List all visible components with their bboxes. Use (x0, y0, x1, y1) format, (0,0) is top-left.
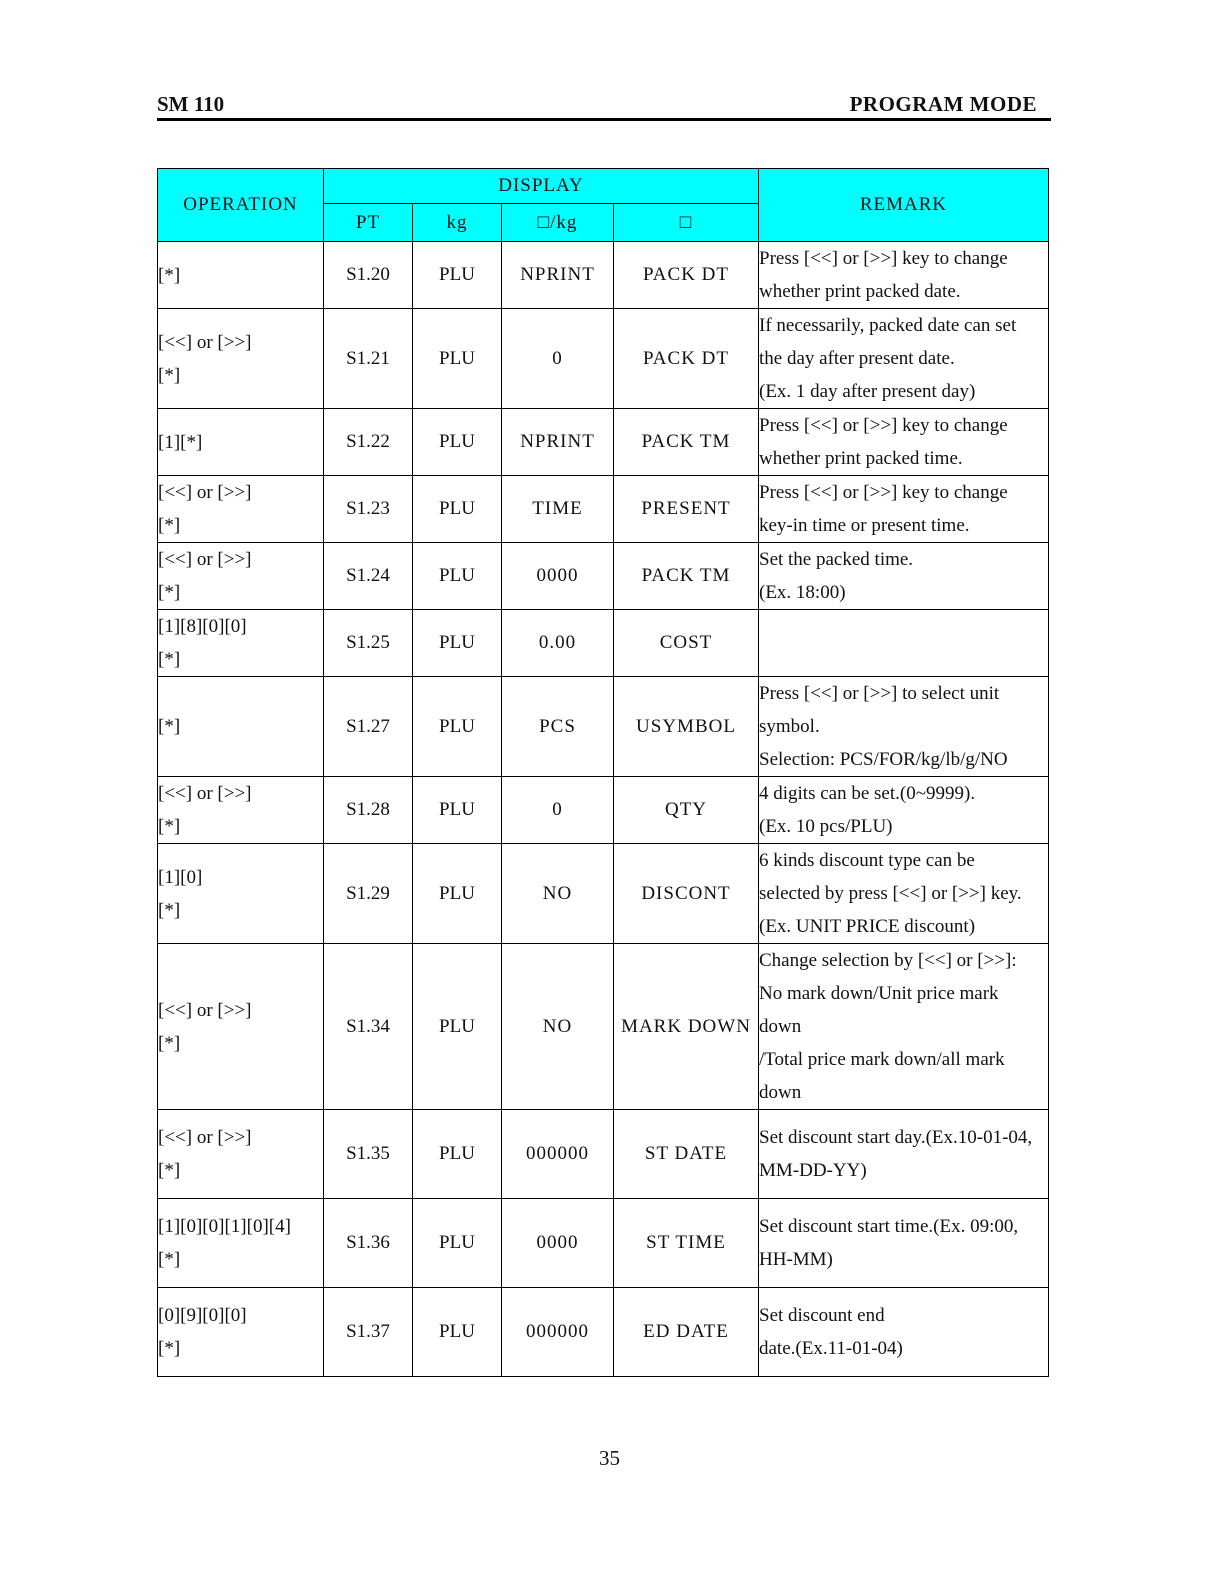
operation-cell (158, 677, 324, 777)
remark-line: (Ex. 18:00) (759, 582, 846, 603)
header-display: DISPLAY (324, 169, 759, 204)
unit-value-cell: NO (502, 844, 614, 944)
display-label-cell: PACK DT (614, 242, 759, 309)
remark-line: Selection: PCS/FOR/kg/lb/g/NO (759, 749, 1008, 770)
unit-value-cell: NPRINT (502, 409, 614, 476)
operation-key: [*] (158, 582, 181, 603)
remark-cell (759, 1288, 1049, 1377)
kg-cell: PLU (413, 543, 502, 610)
remark-line: HH-MM) (759, 1249, 833, 1270)
display-label-cell: PACK TM (614, 409, 759, 476)
pt-cell: S1.20 (324, 242, 413, 309)
kg-cell: PLU (413, 1110, 502, 1199)
header-remark: REMARK (759, 169, 1049, 242)
operation-key: [<<] or [>>] (158, 783, 252, 804)
header-operation: OPERATION (158, 169, 324, 242)
operation-key: [*] (158, 899, 181, 921)
remark-cell (759, 543, 1049, 610)
kg-cell: PLU (413, 309, 502, 409)
remark-cell (759, 777, 1049, 844)
display-label-cell: USYMBOL (614, 677, 759, 777)
kg-cell: PLU (413, 1288, 502, 1377)
table-row (158, 1288, 1049, 1377)
kg-cell: PLU (413, 409, 502, 476)
operation-key: [<<] or [>>] (158, 482, 252, 503)
display-label-cell: MARK DOWN (614, 944, 759, 1110)
operation-cell (158, 409, 324, 476)
table-row (158, 1199, 1049, 1288)
display-label-cell: COST (614, 610, 759, 677)
pt-cell: S1.25 (324, 610, 413, 677)
remark-line: 6 kinds discount type can be (759, 850, 975, 871)
remark-cell (759, 610, 1049, 677)
operation-key: [*] (158, 1249, 181, 1270)
page-number: 35 (599, 1446, 620, 1470)
remark-line: key-in time or present time. (759, 515, 970, 536)
pt-cell: S1.22 (324, 409, 413, 476)
pt-cell: S1.23 (324, 476, 413, 543)
header-pt: PT (324, 204, 413, 242)
remark-line: MM-DD-YY) (759, 1160, 867, 1181)
operation-key: [*] (158, 1032, 181, 1054)
header-label: □ (614, 204, 759, 242)
remark-cell (759, 944, 1049, 1110)
remark-cell (759, 476, 1049, 543)
display-label-cell: PACK DT (614, 309, 759, 409)
unit-value-cell: 0.00 (502, 610, 614, 677)
unit-value-cell: 0000 (502, 1199, 614, 1288)
operation-key: [1][0][0][1][0][4] (158, 1216, 291, 1237)
remark-line: Press [<<] or [>>] key to change (759, 415, 1008, 436)
remark-cell (759, 844, 1049, 944)
operation-cell (158, 944, 324, 1110)
header-unit-price: □/kg (502, 204, 614, 242)
operation-cell (158, 844, 324, 944)
remark-cell (759, 1110, 1049, 1199)
kg-cell: PLU (413, 610, 502, 677)
unit-value-cell: TIME (502, 476, 614, 543)
operation-cell (158, 1110, 324, 1199)
operation-key: [1][8][0][0] (158, 616, 247, 637)
operation-key: [1][*] (158, 431, 203, 453)
unit-value-cell: NPRINT (502, 242, 614, 309)
remark-line: No mark down/Unit price mark (759, 983, 999, 1004)
operation-cell (158, 309, 324, 409)
display-label-cell: PRESENT (614, 476, 759, 543)
table-row (158, 610, 1049, 677)
pt-cell: S1.27 (324, 677, 413, 777)
remark-line: down (759, 1016, 802, 1037)
program-mode-table (157, 168, 1049, 1377)
remark-line: If necessarily, packed date can set (759, 315, 1017, 336)
pt-cell: S1.37 (324, 1288, 413, 1377)
unit-value-cell: 000000 (502, 1110, 614, 1199)
remark-line: the day after present date. (759, 348, 955, 369)
remark-line: whether print packed time. (759, 448, 963, 469)
unit-value-cell: NO (502, 944, 614, 1110)
remark-cell (759, 409, 1049, 476)
model-name: SM 110 (157, 92, 225, 116)
unit-value-cell: 000000 (502, 1288, 614, 1377)
remark-line: date.(Ex.11-01-04) (759, 1338, 903, 1359)
remark-line: Press [<<] or [>>] to select unit (759, 683, 1000, 704)
unit-value-cell: 0000 (502, 543, 614, 610)
kg-cell: PLU (413, 242, 502, 309)
table-row (158, 242, 1049, 309)
table-row (158, 476, 1049, 543)
header-kg: kg (413, 204, 502, 242)
kg-cell: PLU (413, 677, 502, 777)
kg-cell: PLU (413, 944, 502, 1110)
remark-line: Change selection by [<<] or [>>]: (759, 950, 1017, 971)
remark-line: /Total price mark down/all mark (759, 1049, 1005, 1070)
pt-cell: S1.28 (324, 777, 413, 844)
table-body (158, 242, 1049, 1377)
table-row (158, 543, 1049, 610)
remark-line: symbol. (759, 716, 820, 737)
pt-cell: S1.34 (324, 944, 413, 1110)
operation-cell (158, 1288, 324, 1377)
operation-key: [*] (158, 264, 181, 286)
table-row (158, 677, 1049, 777)
table-row (158, 1110, 1049, 1199)
display-label-cell: ED DATE (614, 1288, 759, 1377)
display-label-cell: PACK TM (614, 543, 759, 610)
pt-cell: S1.35 (324, 1110, 413, 1199)
table-row (158, 844, 1049, 944)
operation-cell (158, 476, 324, 543)
operation-cell (158, 1199, 324, 1288)
unit-value-cell: 0 (502, 777, 614, 844)
display-label-cell: QTY (614, 777, 759, 844)
operation-key: [<<] or [>>] (158, 331, 252, 353)
operation-key: [*] (158, 816, 181, 837)
remark-cell (759, 242, 1049, 309)
pt-cell: S1.21 (324, 309, 413, 409)
operation-key: [<<] or [>>] (158, 1127, 252, 1148)
unit-value-cell: PCS (502, 677, 614, 777)
remark-line: (Ex. 10 pcs/PLU) (759, 816, 893, 837)
display-label-cell: ST TIME (614, 1199, 759, 1288)
remark-line: Press [<<] or [>>] key to change (759, 248, 1008, 269)
kg-cell: PLU (413, 1199, 502, 1288)
pt-cell: S1.29 (324, 844, 413, 944)
table-row (158, 309, 1049, 409)
remark-line: Press [<<] or [>>] key to change (759, 482, 1008, 503)
operation-cell (158, 777, 324, 844)
remark-line: (Ex. 1 day after present day) (759, 381, 976, 402)
operation-key: [*] (158, 716, 181, 737)
display-label-cell: DISCONT (614, 844, 759, 944)
remark-line: Set discount start day.(Ex.10-01-04, (759, 1127, 1033, 1148)
kg-cell: PLU (413, 844, 502, 944)
operation-cell (158, 543, 324, 610)
operation-key: [*] (158, 1338, 181, 1359)
kg-cell: PLU (413, 777, 502, 844)
operation-key: [0][9][0][0] (158, 1305, 247, 1326)
kg-cell: PLU (413, 476, 502, 543)
display-label-cell: ST DATE (614, 1110, 759, 1199)
operation-key: [<<] or [>>] (158, 549, 252, 570)
unit-value-cell: 0 (502, 309, 614, 409)
operation-key: [*] (158, 649, 181, 670)
operation-key: [1][0] (158, 866, 203, 888)
table-row (158, 944, 1049, 1110)
remark-line: Set discount start time.(Ex. 09:00, (759, 1216, 1019, 1237)
operation-cell (158, 610, 324, 677)
remark-line: whether print packed date. (759, 281, 961, 302)
remark-cell (759, 677, 1049, 777)
remark-line: down (759, 1082, 802, 1103)
remark-line: selected by press [<<] or [>>] key. (759, 883, 1022, 904)
remark-cell (759, 309, 1049, 409)
table-row (158, 409, 1049, 476)
operation-cell (158, 242, 324, 309)
table-row (158, 777, 1049, 844)
remark-line: Set discount end (759, 1305, 885, 1326)
remark-line: Set the packed time. (759, 549, 914, 570)
pt-cell: S1.36 (324, 1199, 413, 1288)
remark-cell (759, 1199, 1049, 1288)
operation-key: [*] (158, 364, 181, 386)
pt-cell: S1.24 (324, 543, 413, 610)
operation-key: [<<] or [>>] (158, 999, 252, 1021)
remark-line: 4 digits can be set.(0~9999). (759, 783, 976, 804)
remark-line: (Ex. UNIT PRICE discount) (759, 916, 976, 937)
operation-key: [*] (158, 1160, 181, 1181)
operation-key: [*] (158, 515, 181, 536)
section-title: PROGRAM MODE (849, 92, 1037, 116)
page-header (157, 90, 1051, 121)
